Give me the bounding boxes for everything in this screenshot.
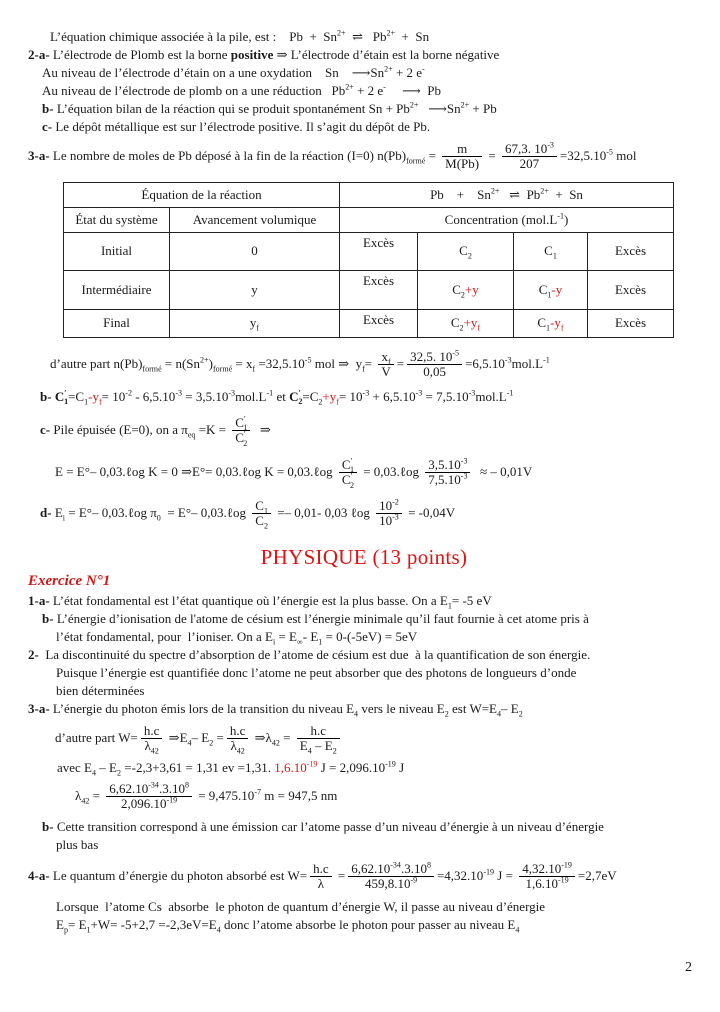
text-line: d’autre part $n(Pb)_{formé} = n(Sn^{2+})_{formé} = x_f =32,5.10^{-5}$ mol ⇒ $y_f=$ $\frac{x_f}{V}$ = $\frac{32,5. 10^{-5}}{0,05}$ $=6,5.10^{-3}mol.L^{-1}$ [50,348,550,380]
table-cell: $C_2$ [418,232,514,270]
table-row [64,207,674,232]
text-line: 2-a- L’électrode de Plomb est la borne positive ⇒ L’électrode d’étain est la borne négative [28,46,500,62]
table-cell: Excès [340,232,418,270]
chemistry-section [28,28,700,530]
table-row [64,232,674,270]
text-line: 2- La discontinuité du spectre d’absorption de l’atome de césium est due à la quantification de son énergie. [28,646,591,662]
text-line: L’équation chimique associée à la pile, est : $Pb + Sn^{2+}$ ⇌ $Pb^{2+} + Sn$ [50,28,430,44]
table-cell: 0 [170,232,340,270]
fraction: $\frac{32,5. 10^{-5}}{0,05}$ [407,350,462,380]
table-cell: $y_f$ [170,309,340,337]
table-cell: $C_1-y$ [514,270,588,309]
table-cell: Excès [588,232,674,270]
table-cell: $C_2+y$ [418,270,514,309]
fraction: $\frac{C'_1}{C'_2}$ [232,416,250,446]
text-line: Lorsque l’atome Cs absorbe le photon de quantum d’énergie W, il passe au niveau d’énergie [56,898,546,914]
text-line: c- Pile épuisée (E=0), on a $\pi_{eq} =K$ = $\frac{C'_1}{C'_2}$ ⇒ [40,414,271,448]
text-line: Au niveau de l’électrode d’étain on a une oxydation Sn $⟶Sn^{2+} + 2$ e- [42,64,425,80]
text-line: b- L’énergie d’ionisation de l'atome de césium est l’énergie minimale qu’il faut fournie à cet atome pris à [42,610,589,626]
text-line: b- $C'_1=C_1-y_f= 10^{-2} - 6,5.10^{-3} = 3,5.10^{-3}mol.L^{-1}$ et $C'_2=C_2+y_f= 10^{-3} + 6,5.10^{-3} = 7,5.10^{-3}mol.L^{-1}$ [40,388,514,407]
physics-lines [28,592,700,934]
fraction: $\frac{x_f}{V}$ [378,350,393,380]
physique-section-heading: PHYSIQUE (13 points) [260,545,468,570]
fraction: $\frac{4,32.10^{-19}}{1,6.10^{-19}}$ [519,862,575,892]
fraction: $\frac{3,5.10^{-3}}{7,5.10^{-3}}$ [425,458,470,488]
table-row [64,182,674,207]
table-cell: y [170,270,340,309]
exercise-title: Exercice N°1 [28,573,111,590]
text-line: l’état fondamental, pour l’ioniser. On a $E_i = E_\infty-$ $E_1 = 0-(-5eV) = 5eV$ [56,628,418,647]
fraction: $\frac{67,3. 10^{-3}}{207}$ [502,142,557,172]
fraction: $\frac{6,62.10^{-34}.3.10^8}{459,8.10^{-9}}$ [348,862,434,892]
text-line: 4-a- Le quantum d’énergie du photon absorbé est W= $\frac{h.c}{\lambda}$ = $\frac{6,62.10^{-34}.3.10^8}{459,8.10^{-9}}$ $=4,32.10^{-19}$ J = $\frac{4,32.10^{-19}}{1,6.10^{-19}}$ =2,7eV [28,860,617,892]
table-cell: Final [64,309,170,337]
text-line: c- Le dépôt métallique est sur l’électrode positive. Il s’agit du dépôt de Pb. [42,118,431,134]
document-page [28,28,700,975]
text-line: d’autre part W= $\frac{h.c}{\lambda_{42}}$ $\Rightarrow E_4-$ $E_2$ = $\frac{h.c}{\lambda_{42}}$ $\Rightarrow\lambda_{42}$ = $\frac{h.c}{E_4 - E_2}$ [55,723,700,755]
table-cell: Initial [64,232,170,270]
text-line: plus bas [56,836,99,852]
table-header-concentration: Concentration $(mol.L^{-1})$ [340,207,674,232]
chemistry-intro-lines [28,28,700,173]
table-row [64,309,674,337]
text-line: bien déterminées [56,682,145,698]
fraction: $\frac{m}{M(Pb)}$ [442,142,482,172]
table-header-equation-label: Équation de la réaction [64,182,340,207]
table-cell: $C_1$ [514,232,588,270]
table-cell: Excès [588,270,674,309]
reaction-table [63,182,674,338]
fraction: $\frac{10^{-2}}{10^{-3}}$ [376,499,402,529]
physics-section [28,592,700,934]
fraction: $\frac{6,62.10^{-34}.3.10^8}{2,096.10^{-19}}$ [106,782,192,812]
fraction: $\frac{h.c}{E_4 - E_2}$ [297,724,340,754]
fraction: $\frac{h.c}{\lambda_{42}}$ [227,724,249,754]
fraction: $\frac{C_1}{C_2}$ [252,499,271,529]
fraction: $\frac{h.c}{\lambda_{42}}$ [141,724,163,754]
text-line: $\lambda_{42}$ = $\frac{6,62.10^{-34}.3.10^8}{2,096.10^{-19}}$ = $9,475.10^{-7}$ m = 947,5 nm [75,780,338,812]
text-line: $E_p= E_1+W= -5+2,7 =-2,3eV=E_4$ donc l’atome absorbe le photon pour passer au niveau $E_4$ [56,916,520,935]
table-row [64,270,674,309]
text-line: Puisque l’énergie est quantifiée donc l’atome ne peut absorber que des photons de longueurs d’onde [56,664,577,680]
text-line: 1-a- L’état fondamental est l’état quantique où l’énergie est la plus basse. On a $E_1= -5$ eV [28,593,492,611]
table-header-advancement: Avancement volumique [170,207,340,232]
page-number: 2 [685,960,692,975]
text-line: 3-a- L’énergie du photon émis lors de la transition du niveau $E_4$ vers le niveau $E_2$ est $W=E_4-$ $E_2$ [28,700,523,719]
text-line: d- $E_i = E^\circ-$ 0,03.ℓog $\pi_0 = E^\circ-$ 0,03.ℓog $\frac{C_1}{C_2}$ =– 0,01- 0,03 ℓog $\frac{10^{-2}}{10^{-3}}$ = -0,04V [40,497,456,532]
text-line: E = E°– 0,03.ℓog K = 0 ⇒E°= 0,03.ℓog K = 0,03.ℓog $\frac{C'_1}{C'_2}$ = 0,03.ℓog $\frac{3,5.10^{-3}}{7,5.10^{-3}}$ ≈ – 0,01V [55,456,533,490]
chemistry-result-lines [28,349,700,530]
table-cell: $C_2+y_f$ [418,309,514,337]
table-cell: Excès [340,309,418,337]
text-line: 3-a- Le nombre de moles de Pb déposé à la fin de la réaction (I=0) $n(Pb)_{formé}$ = $\frac{m}{M(Pb)}$ = $\frac{67,3. 10^{-3}}{207}$ $=32,5.10^{-5}$ mol [28,140,637,172]
table-cell: Excès [340,270,418,309]
table-header-equation: Pb + $Sn^{2+}$ ⇌ $Pb^{2+} + Sn$ [340,182,674,207]
table-cell: Excès [588,309,674,337]
text-line: b- L’équation bilan de la réaction qui se produit spontanément $Sn + Pb^{2+}$ $⟶Sn^{2+} + Pb$ [42,100,497,116]
table-cell: Intermédiaire [64,270,170,309]
text-line: Au niveau de l’électrode de plomb on a une réduction $Pb^{2+} + 2$ e- ⟶ Pb [42,82,441,98]
text-line: b- Cette transition correspond à une émission car l’atome passe d’un niveau d’énergie à un niveau d’énergie [42,818,604,834]
table-header-state: État du système [64,207,170,232]
text-line: avec $E_4 - E_2 =-2,3+3,61 = 1,31$ ev =1,31. $1,6.10^{-19}$ $J = 2,096.10^{-19}$ J [57,759,405,778]
table-cell: $C_1-y_f$ [514,309,588,337]
fraction: $\frac{C'_1}{C'_2}$ [339,458,357,488]
fraction: $\frac{h.c}{\lambda}$ [310,862,332,892]
